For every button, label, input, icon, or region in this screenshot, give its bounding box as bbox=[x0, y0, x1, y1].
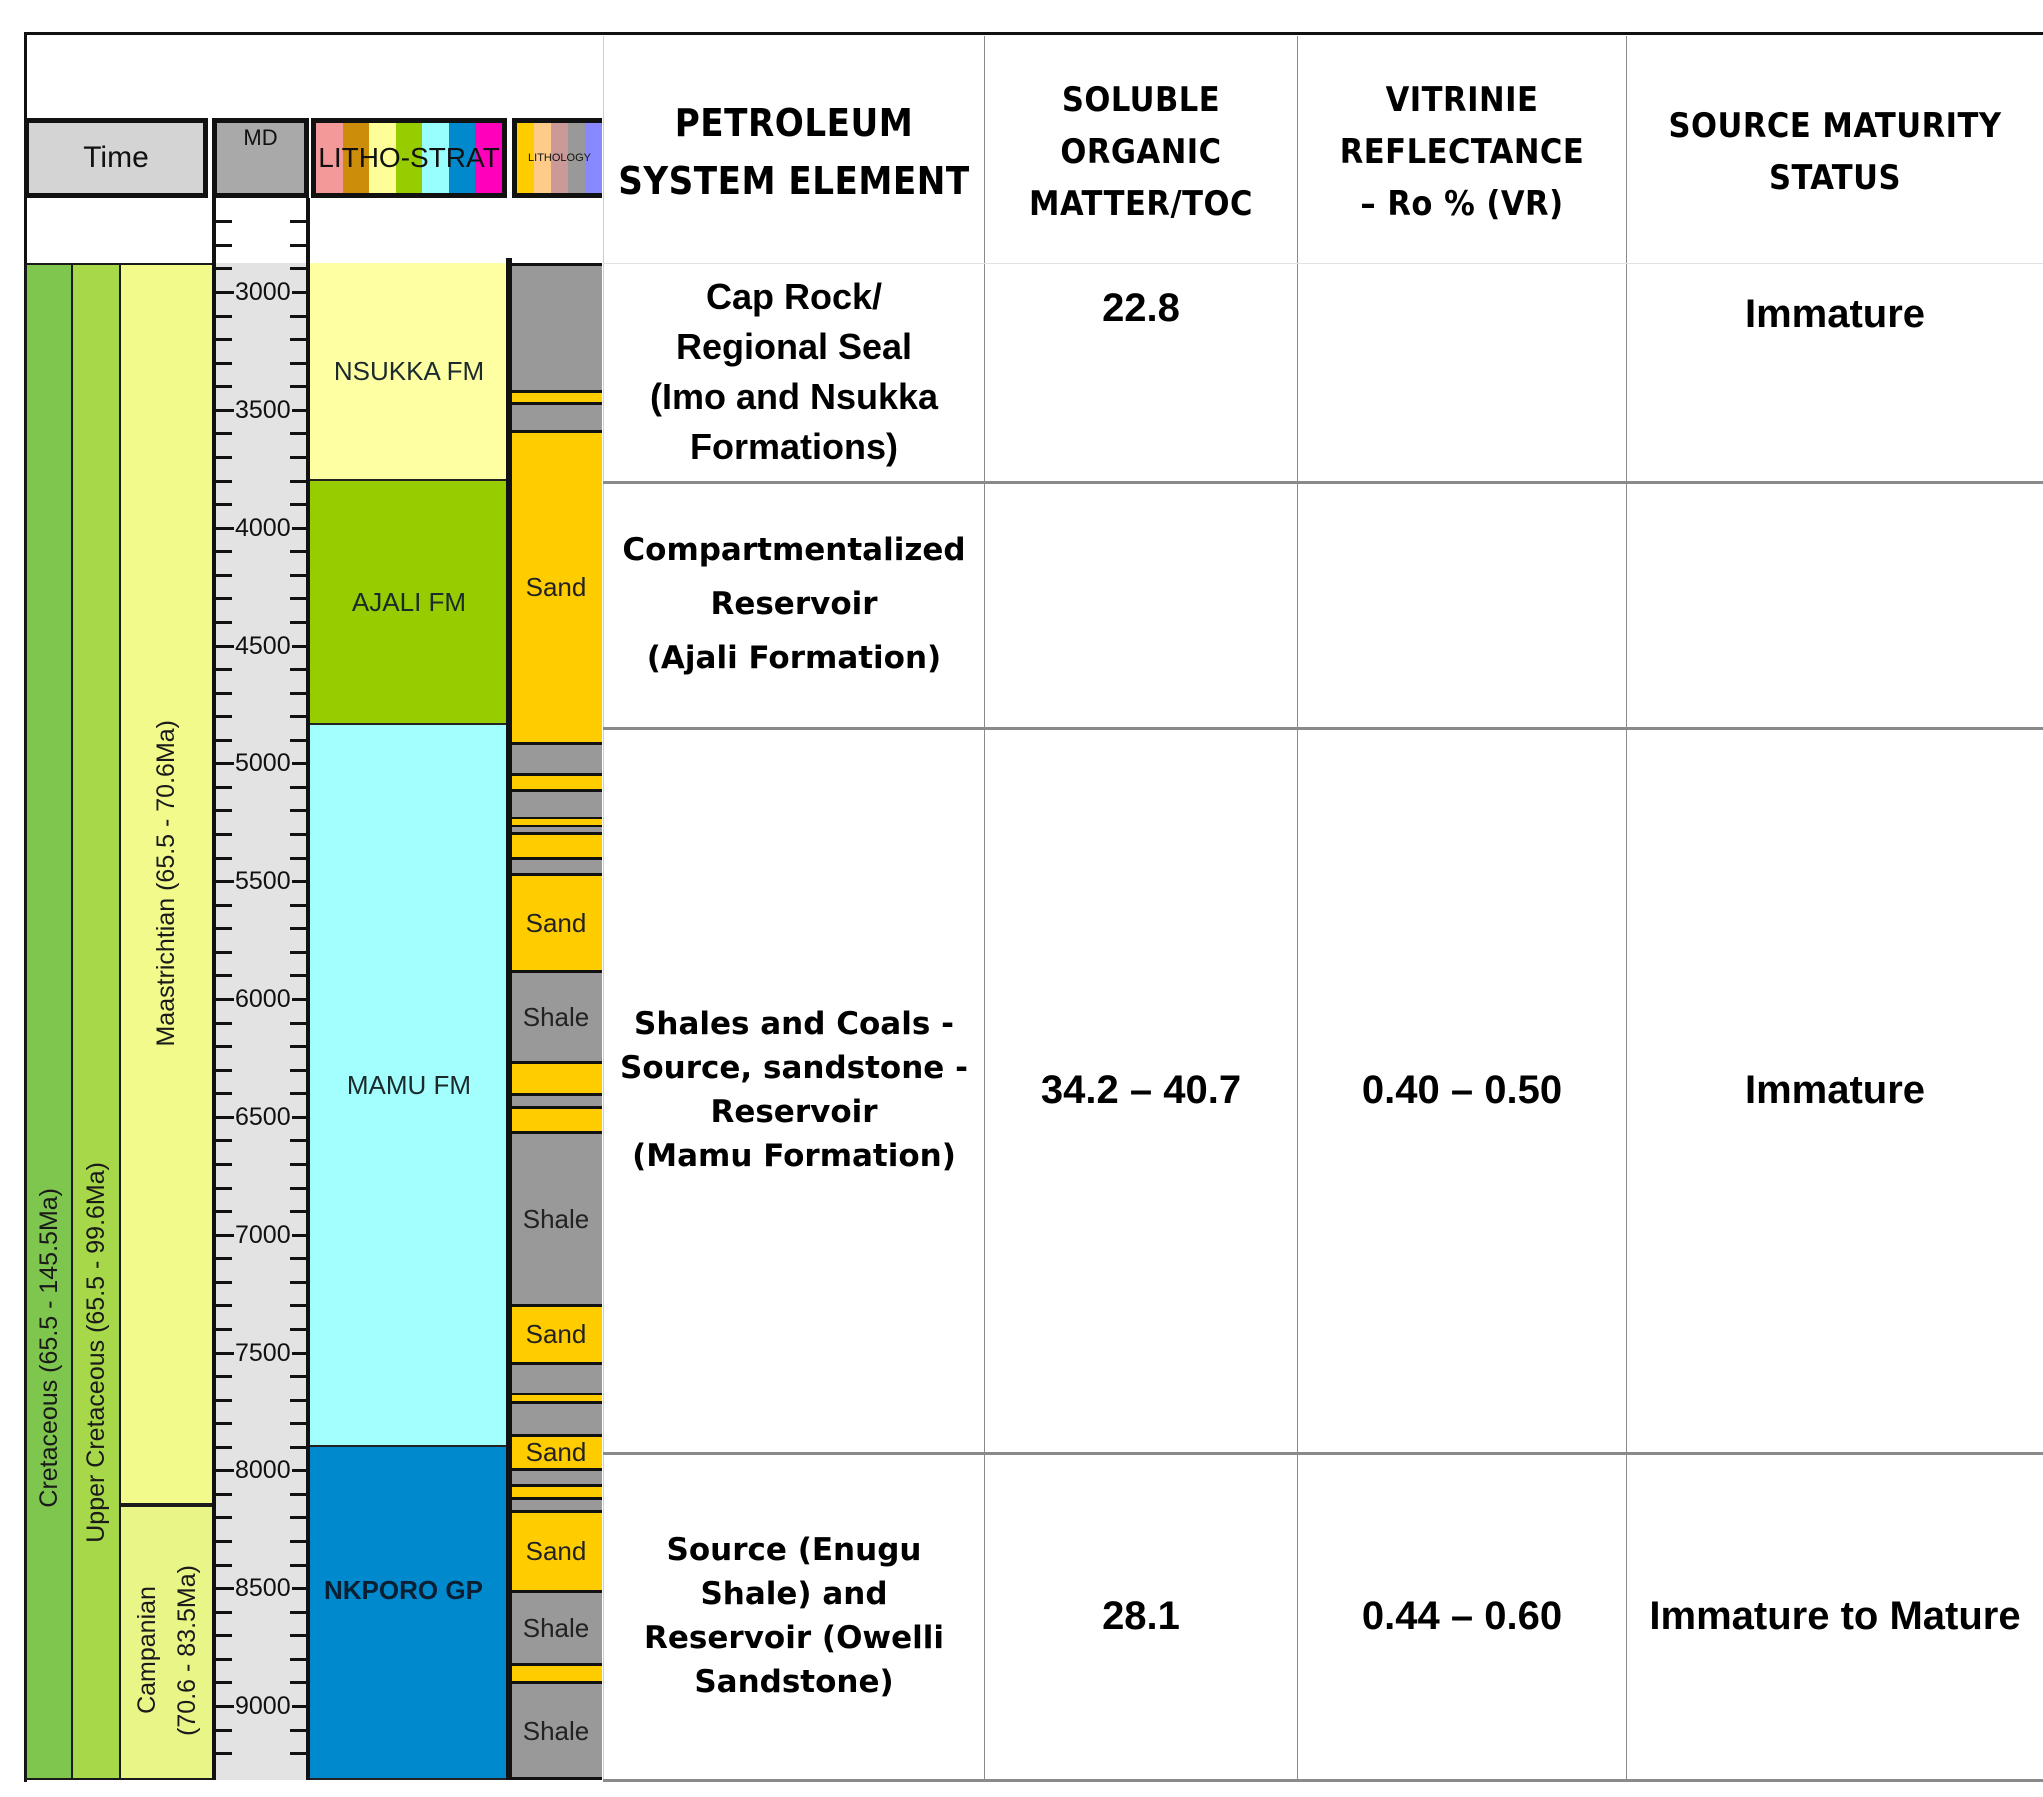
md-tick-right bbox=[290, 244, 306, 247]
formation-label: NKPORO GP bbox=[324, 1575, 483, 1605]
md-tick-right bbox=[290, 927, 306, 930]
md-tick-left bbox=[216, 1092, 232, 1095]
header-petroleum-system-element bbox=[604, 40, 984, 263]
header-som-line-1: SOLUBLE bbox=[1061, 79, 1221, 120]
litho-strat-column bbox=[310, 263, 508, 1780]
litho-strat-header-chip bbox=[311, 118, 507, 198]
md-tick-left bbox=[216, 1022, 232, 1025]
lithology-band-label: Shale bbox=[522, 1715, 590, 1746]
stage-maastrichtian bbox=[119, 263, 214, 1505]
md-tick-left bbox=[216, 1446, 232, 1449]
cell-element-line: Cap Rock/ bbox=[705, 276, 883, 317]
cell-element-line: (Ajali Formation) bbox=[646, 640, 942, 676]
md-tick-left bbox=[216, 385, 232, 388]
cell-source-maturity-status bbox=[1627, 1452, 2043, 1779]
lithology-bottom-line bbox=[510, 1777, 602, 1780]
md-tick-right bbox=[290, 951, 306, 954]
md-tick-right bbox=[290, 362, 306, 365]
md-tick-right bbox=[290, 1092, 306, 1095]
md-tick-right bbox=[290, 715, 306, 718]
md-tick-left bbox=[216, 574, 232, 577]
md-tick-left bbox=[216, 621, 232, 624]
formation-label: AJALI FM bbox=[351, 586, 467, 617]
md-tick-right bbox=[290, 480, 306, 483]
time-header-chip bbox=[24, 118, 208, 198]
cell-element-line: Reservoir bbox=[710, 586, 878, 622]
lithology-band-label: Shale bbox=[522, 1001, 590, 1032]
cell-element-line: Sandstone) bbox=[694, 1663, 894, 1700]
md-tick-left bbox=[216, 809, 232, 812]
formation-nkporo-gp bbox=[310, 1447, 508, 1780]
lithology-band-sand bbox=[510, 430, 602, 742]
md-depth-label: 8500 bbox=[235, 1574, 291, 1603]
md-tick-right bbox=[290, 1399, 306, 1402]
lithology-band-label: Shale bbox=[522, 1612, 590, 1643]
header-element-line-1: PETROLEUM bbox=[674, 100, 914, 145]
md-tick-right bbox=[290, 739, 306, 742]
md-tick-right bbox=[290, 1045, 306, 1048]
md-depth-label: 9000 bbox=[235, 1692, 291, 1720]
md-tick-right bbox=[290, 1611, 306, 1614]
cell-element-line: Regional Seal bbox=[675, 326, 913, 367]
md-tick-right bbox=[290, 1163, 306, 1166]
cell-soluble-organic-matter-toc bbox=[985, 481, 1297, 727]
md-tick-right bbox=[290, 1139, 306, 1142]
header-vitrinite-reflectance bbox=[1298, 40, 1626, 263]
md-tick-left bbox=[216, 1187, 232, 1190]
md-tick-right bbox=[290, 267, 306, 270]
lithology-band-shale bbox=[510, 263, 602, 390]
md-tick-right bbox=[290, 1752, 306, 1755]
md-tick-right bbox=[290, 974, 306, 977]
lithology-band-sand bbox=[510, 1663, 602, 1681]
lithology-band-label: Sand bbox=[525, 1536, 587, 1566]
cell-element-line: Compartmentalized bbox=[622, 532, 966, 568]
md-tick-left bbox=[216, 456, 232, 459]
md-tick-left bbox=[216, 833, 232, 836]
md-tick-left bbox=[216, 927, 232, 930]
lithology-band-sand bbox=[510, 873, 602, 970]
lithology-band-shale bbox=[510, 1131, 602, 1304]
md-tick-left bbox=[216, 692, 232, 695]
md-tick-right bbox=[290, 315, 306, 318]
lithology-band-shale bbox=[510, 1590, 602, 1663]
md-tick-right bbox=[290, 1187, 306, 1190]
md-tick-right bbox=[290, 597, 306, 600]
md-tick-left bbox=[216, 362, 232, 365]
md-tick-right bbox=[290, 809, 306, 812]
header-maturity-line-1: SOURCE MATURITY bbox=[1668, 105, 2002, 146]
md-tick-left bbox=[216, 739, 232, 742]
lithology-band-sand bbox=[510, 1510, 602, 1590]
table-bottom-border bbox=[603, 1779, 2043, 1782]
md-tick-left bbox=[216, 1210, 232, 1213]
lithology-band-label: Sand bbox=[525, 1437, 587, 1467]
header-soluble-organic-matter-toc bbox=[985, 40, 1297, 263]
md-tick-left bbox=[216, 432, 232, 435]
md-tick-right bbox=[290, 1634, 306, 1637]
md-tick-left bbox=[216, 315, 232, 318]
stage-campanian-label bbox=[127, 1565, 207, 1736]
md-tick-right bbox=[290, 1069, 306, 1072]
cell-vitrinite-reflectance bbox=[1298, 727, 1626, 1452]
frame-top-border bbox=[25, 32, 2043, 35]
cell-source-maturity-status bbox=[1627, 263, 2043, 481]
lithology-band-shale bbox=[510, 970, 602, 1061]
md-tick-right bbox=[290, 1729, 306, 1732]
md-tick-left bbox=[216, 1304, 232, 1307]
lithology-column bbox=[510, 0, 602, 1797]
lithology-band-shale bbox=[510, 789, 602, 817]
cell-source-maturity-status-value: Immature bbox=[1744, 292, 1926, 336]
md-tick-left bbox=[216, 597, 232, 600]
md-tick-left bbox=[216, 267, 232, 270]
md-tick-left bbox=[216, 1163, 232, 1166]
md-depth-label: 7000 bbox=[235, 1220, 291, 1249]
lithology-band-label: Sand bbox=[525, 572, 587, 602]
md-tick-left bbox=[216, 1281, 232, 1284]
md-tick-right bbox=[290, 1304, 306, 1307]
md-depth-label: 5000 bbox=[235, 749, 291, 778]
lithology-band-sand bbox=[510, 1061, 602, 1093]
md-tick-left bbox=[216, 1069, 232, 1072]
md-tick-right bbox=[290, 668, 306, 671]
cell-source-maturity-status bbox=[1627, 727, 2043, 1452]
formation-label: MAMU FM bbox=[346, 1069, 472, 1100]
md-tick-left bbox=[216, 550, 232, 553]
md-depth-label: 3000 bbox=[235, 278, 291, 306]
cell-vitrinite-reflectance-value: 0.40 – 0.50 bbox=[1361, 1067, 1563, 1112]
md-depth-label: 3500 bbox=[235, 395, 291, 424]
lithology-band-sand bbox=[510, 390, 602, 402]
cell-element-line: Shales and Coals - bbox=[634, 1005, 954, 1042]
cell-soluble-organic-matter-toc bbox=[985, 263, 1297, 481]
md-tick-left bbox=[216, 668, 232, 671]
md-tick-left bbox=[216, 715, 232, 718]
md-tick-right bbox=[290, 503, 306, 506]
stage-campanian bbox=[119, 1505, 214, 1780]
md-tick-left bbox=[216, 1493, 232, 1496]
lithology-band-sand bbox=[510, 1434, 602, 1468]
lithology-band-shale bbox=[510, 1468, 602, 1484]
md-tick-right bbox=[290, 1516, 306, 1519]
lithology-header-label: LITHOLOGY bbox=[528, 152, 591, 164]
md-tick-right bbox=[290, 574, 306, 577]
cell-element-line: Reservoir bbox=[710, 1093, 878, 1130]
md-tick-right bbox=[290, 833, 306, 836]
cell-element-line: Formations) bbox=[689, 426, 898, 467]
lithology-band-sand bbox=[510, 817, 602, 825]
header-maturity-line-2: STATUS bbox=[1768, 157, 1901, 198]
lithology-band-shale bbox=[510, 1362, 602, 1393]
cell-element-line: Reservoir (Owelli bbox=[644, 1619, 944, 1656]
header-vr-line-3: – Ro % (VR) bbox=[1360, 183, 1564, 224]
md-tick-left bbox=[216, 904, 232, 907]
md-tick-left bbox=[216, 1611, 232, 1614]
time-header-label: Time bbox=[83, 141, 149, 174]
md-tick-left bbox=[216, 480, 232, 483]
header-som-line-2: ORGANIC bbox=[1060, 131, 1222, 172]
cell-soluble-organic-matter-toc-value: 34.2 – 40.7 bbox=[1040, 1067, 1242, 1112]
litho-strat-header-label: LITHO-STRAT bbox=[318, 142, 500, 173]
cell-vitrinite-reflectance bbox=[1298, 481, 1626, 727]
md-depth-scale bbox=[212, 198, 310, 1780]
period-label: Cretaceous (65.5 - 145.5Ma) bbox=[34, 1188, 63, 1508]
md-tick-right bbox=[290, 1658, 306, 1661]
md-header-label: MD bbox=[243, 125, 278, 150]
lithology-band-label: Sand bbox=[525, 1319, 587, 1349]
md-tick-right bbox=[290, 1446, 306, 1449]
lithology-band-label: Sand bbox=[525, 907, 587, 938]
md-tick-left bbox=[216, 503, 232, 506]
lithology-band-sand bbox=[510, 1304, 602, 1362]
md-tick-left bbox=[216, 1399, 232, 1402]
md-header-chip bbox=[212, 118, 309, 198]
formation-label: NSUKKA FM bbox=[333, 355, 485, 386]
formation-ajali-fm bbox=[310, 481, 508, 725]
cell-vitrinite-reflectance-value: 0.44 – 0.60 bbox=[1361, 1593, 1563, 1638]
lithology-band-sand bbox=[510, 1393, 602, 1401]
md-tick-right bbox=[290, 857, 306, 860]
lithology-band-shale bbox=[510, 1401, 602, 1434]
md-depth-label: 8000 bbox=[235, 1456, 291, 1485]
cell-soluble-organic-matter-toc bbox=[985, 1452, 1297, 1779]
cell-soluble-organic-matter-toc bbox=[985, 727, 1297, 1452]
formation-nsukka-fm bbox=[310, 263, 508, 481]
stage-campanian-name: Campanian bbox=[132, 1586, 161, 1715]
lithology-band-sand bbox=[510, 832, 602, 857]
lithology-band-label: Shale bbox=[522, 1203, 590, 1234]
lithology-band-sand bbox=[510, 1484, 602, 1497]
epoch-column bbox=[71, 263, 121, 1780]
md-tick-left bbox=[216, 1422, 232, 1425]
cell-petroleum-system-element bbox=[604, 727, 984, 1452]
md-depth-label: 5500 bbox=[235, 867, 291, 896]
header-vr-line-1: VITRINIE bbox=[1385, 79, 1539, 120]
md-depth-label: 6000 bbox=[235, 985, 291, 1013]
md-tick-left bbox=[216, 1045, 232, 1048]
md-tick-left bbox=[216, 1375, 232, 1378]
cell-petroleum-system-element bbox=[604, 1452, 984, 1779]
md-tick-right bbox=[290, 338, 306, 341]
cell-source-maturity-status-value: Immature bbox=[1744, 1067, 1926, 1112]
md-tick-left bbox=[216, 786, 232, 789]
lithology-band-sand bbox=[510, 1106, 602, 1131]
lithology-band-shale bbox=[510, 1681, 602, 1778]
md-tick-right bbox=[290, 1540, 306, 1543]
cell-vitrinite-reflectance bbox=[1298, 1452, 1626, 1779]
md-scale-top-blank bbox=[216, 198, 306, 263]
lithology-band-shale bbox=[510, 742, 602, 773]
md-tick-left bbox=[216, 338, 232, 341]
cell-vitrinite-reflectance bbox=[1298, 263, 1626, 481]
cell-petroleum-system-element bbox=[604, 263, 984, 481]
lithology-band-sand bbox=[510, 773, 602, 789]
md-tick-right bbox=[290, 432, 306, 435]
md-tick-right bbox=[290, 1022, 306, 1025]
cell-element-line: Shale) and bbox=[700, 1575, 888, 1612]
lithology-band-shale bbox=[510, 1497, 602, 1510]
md-depth-label: 6500 bbox=[235, 1102, 291, 1131]
md-tick-right bbox=[290, 220, 306, 223]
md-tick-left bbox=[216, 1752, 232, 1755]
md-tick-right bbox=[290, 1210, 306, 1213]
header-vr-line-2: REFLECTANCE bbox=[1339, 131, 1585, 172]
md-tick-left bbox=[216, 1634, 232, 1637]
md-tick-left bbox=[216, 1328, 232, 1331]
md-tick-right bbox=[290, 456, 306, 459]
md-tick-right bbox=[290, 1681, 306, 1684]
md-tick-left bbox=[216, 974, 232, 977]
md-tick-left bbox=[216, 951, 232, 954]
md-tick-left bbox=[216, 1139, 232, 1142]
md-tick-right bbox=[290, 550, 306, 553]
md-tick-left bbox=[216, 1564, 232, 1567]
lithology-band-shale bbox=[510, 1093, 602, 1106]
md-tick-right bbox=[290, 1493, 306, 1496]
md-tick-right bbox=[290, 385, 306, 388]
md-depth-label: 4500 bbox=[235, 631, 291, 660]
stage-campanian-range: (70.6 - 83.5Ma) bbox=[172, 1565, 201, 1736]
lithology-band-shale bbox=[510, 857, 602, 873]
cell-petroleum-system-element bbox=[604, 481, 984, 727]
md-tick-left bbox=[216, 1681, 232, 1684]
md-tick-left bbox=[216, 1257, 232, 1260]
cell-element-line: Source (Enugu bbox=[666, 1531, 922, 1568]
md-tick-left bbox=[216, 1729, 232, 1732]
md-depth-label: 7500 bbox=[235, 1338, 291, 1367]
md-tick-right bbox=[290, 904, 306, 907]
md-tick-right bbox=[290, 692, 306, 695]
header-element-line-2: SYSTEM ELEMENT bbox=[618, 158, 970, 203]
formation-mamu-fm bbox=[310, 725, 508, 1447]
lithology-band-shale bbox=[510, 402, 602, 430]
md-tick-left bbox=[216, 244, 232, 247]
md-tick-left bbox=[216, 220, 232, 223]
md-tick-right bbox=[290, 1564, 306, 1567]
md-tick-right bbox=[290, 1281, 306, 1284]
cell-soluble-organic-matter-toc-value: 22.8 bbox=[1102, 286, 1180, 330]
md-tick-right bbox=[290, 1422, 306, 1425]
md-tick-right bbox=[290, 1328, 306, 1331]
md-tick-right bbox=[290, 1375, 306, 1378]
cell-soluble-organic-matter-toc-value: 28.1 bbox=[1102, 1593, 1180, 1638]
md-tick-right bbox=[290, 621, 306, 624]
period-column bbox=[25, 263, 73, 1780]
md-tick-left bbox=[216, 1516, 232, 1519]
md-tick-left bbox=[216, 857, 232, 860]
lithology-band-shale bbox=[510, 825, 602, 832]
md-tick-left bbox=[216, 1658, 232, 1661]
md-tick-right bbox=[290, 786, 306, 789]
cell-element-line: (Mamu Formation) bbox=[632, 1137, 956, 1174]
header-som-line-3: MATTER/TOC bbox=[1029, 183, 1253, 224]
epoch-label: Upper Cretaceous (65.5 - 99.6Ma) bbox=[81, 1162, 110, 1543]
cell-source-maturity-status bbox=[1627, 481, 2043, 727]
md-depth-label: 4000 bbox=[235, 513, 291, 542]
cell-element-line: Source, sandstone - bbox=[620, 1049, 968, 1086]
cell-source-maturity-status-value: Immature to Mature bbox=[1649, 1593, 2021, 1638]
md-tick-left bbox=[216, 1540, 232, 1543]
lithology-axis-line bbox=[506, 258, 512, 1780]
header-source-maturity-status bbox=[1627, 40, 2043, 263]
cell-element-line: (Imo and Nsukka bbox=[649, 376, 939, 417]
stage-maastrichtian-label: Maastrichtian (65.5 - 70.6Ma) bbox=[152, 720, 180, 1047]
md-tick-right bbox=[290, 1257, 306, 1260]
